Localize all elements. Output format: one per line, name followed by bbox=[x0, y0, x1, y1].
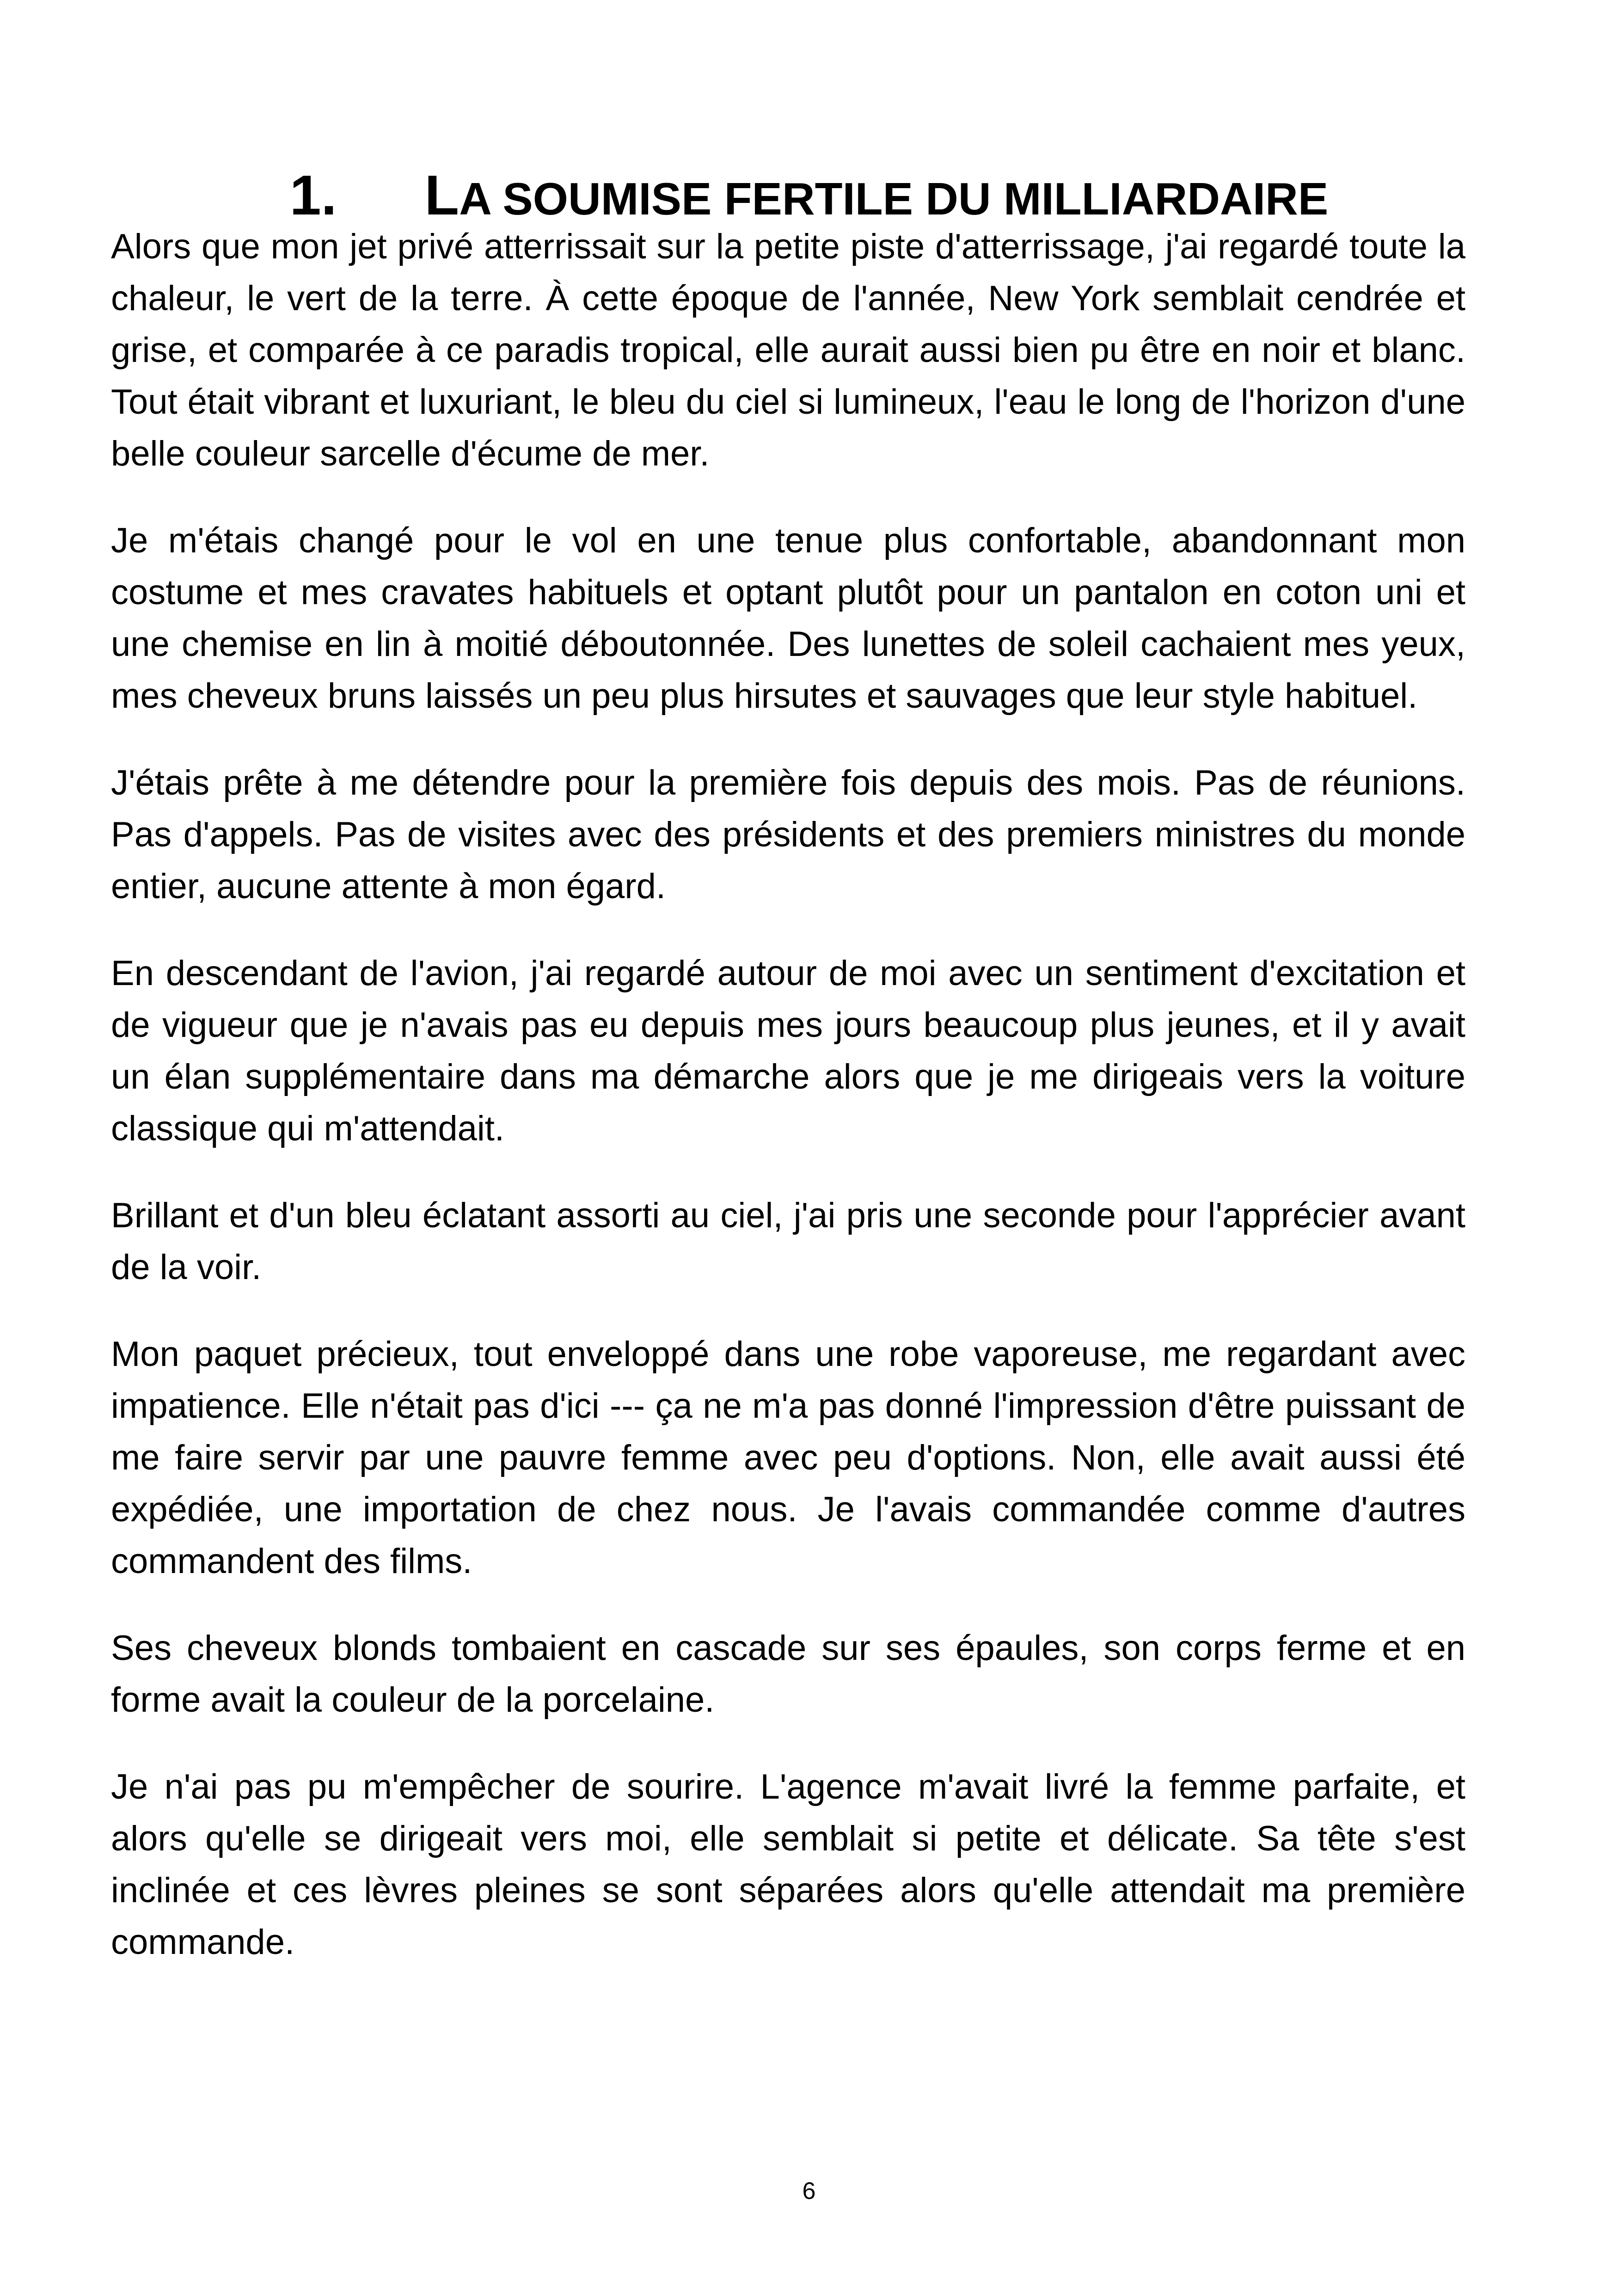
paragraph-6: Mon paquet précieux, tout enveloppé dans une robe vaporeuse, me regardant avec impatience. Elle n'était pas d'ici --- ça ne m'a pas donné l'impression d'être puissant de me faire servir par une pauvre femme avec peu d'options. Non, elle avait aussi été expédiée, une importation de chez nous. Je l'avais commandée comme d'autres commandent des films. bbox=[111, 1335, 1465, 1581]
paragraph-3: J'étais prête à me détendre pour la première fois depuis des mois. Pas de réunions. Pas d'appels. Pas de visites avec des présidents et des premiers ministres du monde entier, aucune attente à mon égard. bbox=[111, 763, 1465, 906]
chapter-number: 1. bbox=[289, 163, 337, 227]
paragraph-2: Je m'étais changé pour le vol en une tenue plus confortable, abandonnant mon costume et mes cravates habituels et optant plutôt pour un pantalon en coton uni et une chemise en lin à moitié déboutonnée. Des lunettes de soleil cachaient mes yeux, mes cheveux bruns laissés un peu plus hirsutes et sauvages que leur style habituel. bbox=[111, 521, 1465, 716]
paragraph-5: Brillant et d'un bleu éclatant assorti au ciel, j'ai pris une seconde pour l'apprécier avant de la voir. bbox=[111, 1196, 1465, 1287]
paragraph-7: Ses cheveux blonds tombaient en cascade sur ses épaules, son corps ferme et en forme avait la couleur de la porcelaine. bbox=[111, 1629, 1465, 1720]
paragraph-8: Je n'ai pas pu m'empêcher de sourire. L'agence m'avait livré la femme parfaite, et alors qu'elle se dirigeait vers moi, elle semblait si petite et délicate. Sa tête s'est inclinée et ces lèvres pleines se sont séparées alors qu'elle attendait ma première commande. bbox=[111, 1767, 1465, 1962]
chapter-title-rest: A SOUMISE FERTILE DU MILLIARDAIRE bbox=[459, 173, 1329, 224]
chapter-body bbox=[111, 221, 1465, 2003]
page-number: 6 bbox=[802, 2178, 816, 2204]
paragraph-4: En descendant de l'avion, j'ai regardé autour de moi avec un sentiment d'excitation et de vigueur que je n'avais pas eu depuis mes jours beaucoup plus jeunes, et il y avait un élan supplémentaire dans ma démarche alors que je me dirigeais vers la voiture classique qui m'attendait. bbox=[111, 954, 1465, 1148]
paragraph-1: Alors que mon jet privé atterrissait sur la petite piste d'atterrissage, j'ai regardé toute la chaleur, le vert de la terre. À cette époque de l'année, New York semblait cendrée et grise, et comparée à ce paradis tropical, elle aurait aussi bien pu être en noir et blanc. Tout était vibrant et luxuriant, le bleu du ciel si lumineux, l'eau le long de l'horizon d'une belle couleur sarcelle d'écume de mer. bbox=[111, 227, 1465, 473]
chapter-title-initial: L bbox=[424, 163, 460, 227]
